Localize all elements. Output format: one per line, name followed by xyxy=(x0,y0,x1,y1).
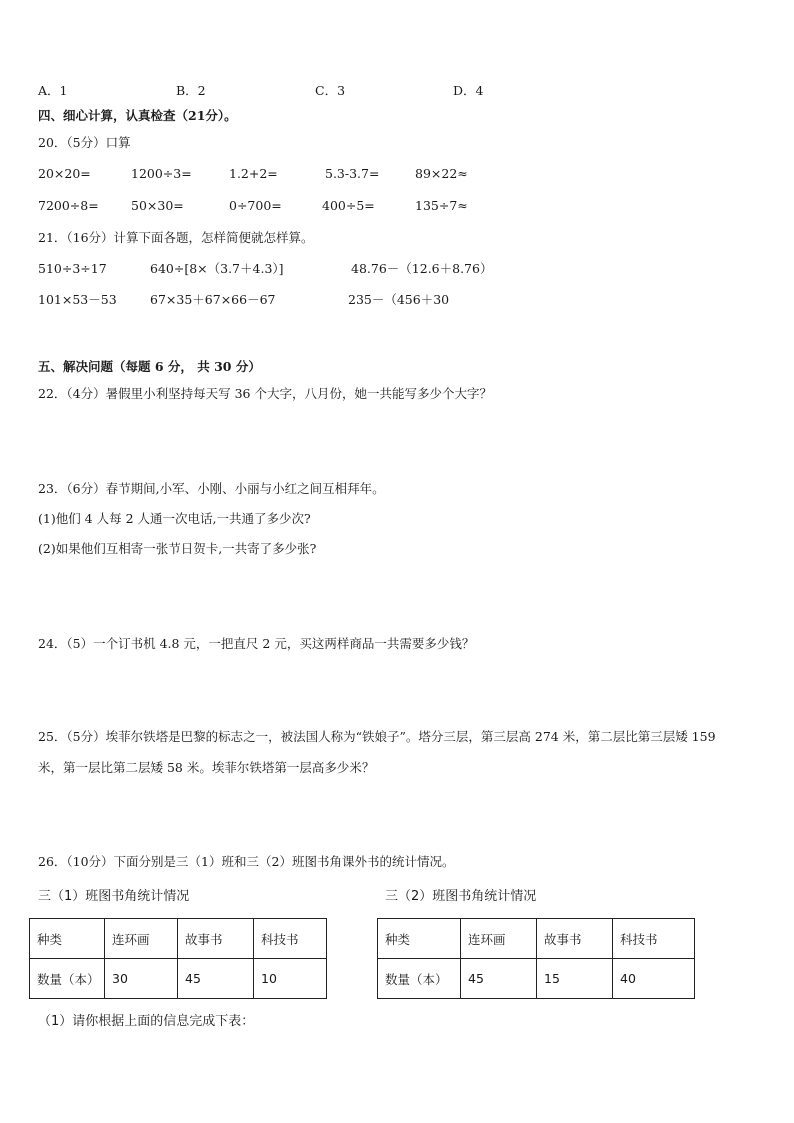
table-row xyxy=(378,959,695,999)
q21-item: 640÷[8×（3.7＋4.3）] xyxy=(150,261,284,276)
table-cell: 数量（本） xyxy=(30,959,105,999)
q20-item: 1.2+2= xyxy=(229,166,278,181)
table-cell: 种类 xyxy=(30,919,105,959)
q24-text: 24．（5）一个订书机 4.8 元，一把直尺 2 元，买这两样商品一共需要多少钱？ xyxy=(38,636,475,651)
q20-item: 20×20= xyxy=(38,166,91,181)
table-row xyxy=(378,919,695,959)
table-cell: 种类 xyxy=(378,919,461,959)
table-cell: 40 xyxy=(613,959,695,999)
q20-item: 400÷5= xyxy=(322,198,375,213)
table-cell: 15 xyxy=(537,959,613,999)
q20-item: 0÷700= xyxy=(229,198,282,213)
q25-line1: 25．（5分）埃菲尔铁塔是巴黎的标志之一，被法国人称为“铁娘子”。塔分三层，第三层高 274 米，第二层比第三层矮 159 xyxy=(38,729,716,744)
section5-title: 五、解决问题（每题 6 分， 共 30 分） xyxy=(38,359,261,374)
table-row xyxy=(30,959,327,999)
table2-caption: 三（2）班图书角统计情况 xyxy=(385,889,537,904)
table-cell: 故事书 xyxy=(178,919,254,959)
q20-label: 20．（5分）口算 xyxy=(38,135,131,150)
table-cell: 连环画 xyxy=(461,919,537,959)
table1-caption: 三（1）班图书角统计情况 xyxy=(38,889,190,904)
q23-sub2: (2)如果他们互相寄一张节日贺卡,一共寄了多少张? xyxy=(38,541,317,556)
q21-label: 21．（16分）计算下面各题，怎样简便就怎样算。 xyxy=(38,230,314,245)
q22-text: 22．（4分）暑假里小利坚持每天写 36 个大字，八月份，她一共能写多少个大字？ xyxy=(38,386,492,401)
table-cell: 科技书 xyxy=(613,919,695,959)
q20-item: 5.3-3.7= xyxy=(325,166,380,181)
q21-item: 48.76－（12.6＋8.76） xyxy=(351,261,493,276)
q21-item: 101×53－53 xyxy=(38,292,117,307)
q20-item: 89×22≈ xyxy=(415,166,468,181)
q20-item: 7200÷8= xyxy=(38,198,99,213)
q26-label: 26．（10分）下面分别是三（1）班和三（2）班图书角课外书的统计情况。 xyxy=(38,854,455,869)
option-a: A．1 xyxy=(38,83,68,98)
option-b: B．2 xyxy=(176,83,206,98)
table-cell: 45 xyxy=(178,959,254,999)
table-cell: 科技书 xyxy=(254,919,327,959)
table-cell: 30 xyxy=(105,959,178,999)
option-c: C．3 xyxy=(315,83,346,98)
table-cell: 故事书 xyxy=(537,919,613,959)
table-cell: 连环画 xyxy=(105,919,178,959)
q21-item: 235－（456＋30 xyxy=(348,292,450,307)
table-cell: 数量（本） xyxy=(378,959,461,999)
table-cell: 10 xyxy=(254,959,327,999)
table-row xyxy=(30,919,327,959)
table1 xyxy=(29,918,327,999)
q20-item: 135÷7≈ xyxy=(415,198,468,213)
table-cell: 45 xyxy=(461,959,537,999)
q21-item: 510÷3÷17 xyxy=(38,261,107,276)
q25-line2: 米，第一层比第二层矮 58 米。埃菲尔铁塔第一层高多少米？ xyxy=(38,760,375,775)
q21-item: 67×35＋67×66－67 xyxy=(150,292,276,307)
q23-sub1: (1)他们 4 人每 2 人通一次电话,一共通了多少次? xyxy=(38,511,311,526)
section4-title: 四、细心计算，认真检查（21分）。 xyxy=(38,108,237,123)
q20-item: 50×30= xyxy=(131,198,184,213)
table2 xyxy=(377,918,695,999)
option-d: D．4 xyxy=(453,83,484,98)
q23-label: 23．（6分）春节期间,小军、小刚、小丽与小红之间互相拜年。 xyxy=(38,481,385,496)
q26-sub1: （1）请你根据上面的信息完成下表： xyxy=(38,1014,255,1029)
q20-item: 1200÷3= xyxy=(131,166,192,181)
